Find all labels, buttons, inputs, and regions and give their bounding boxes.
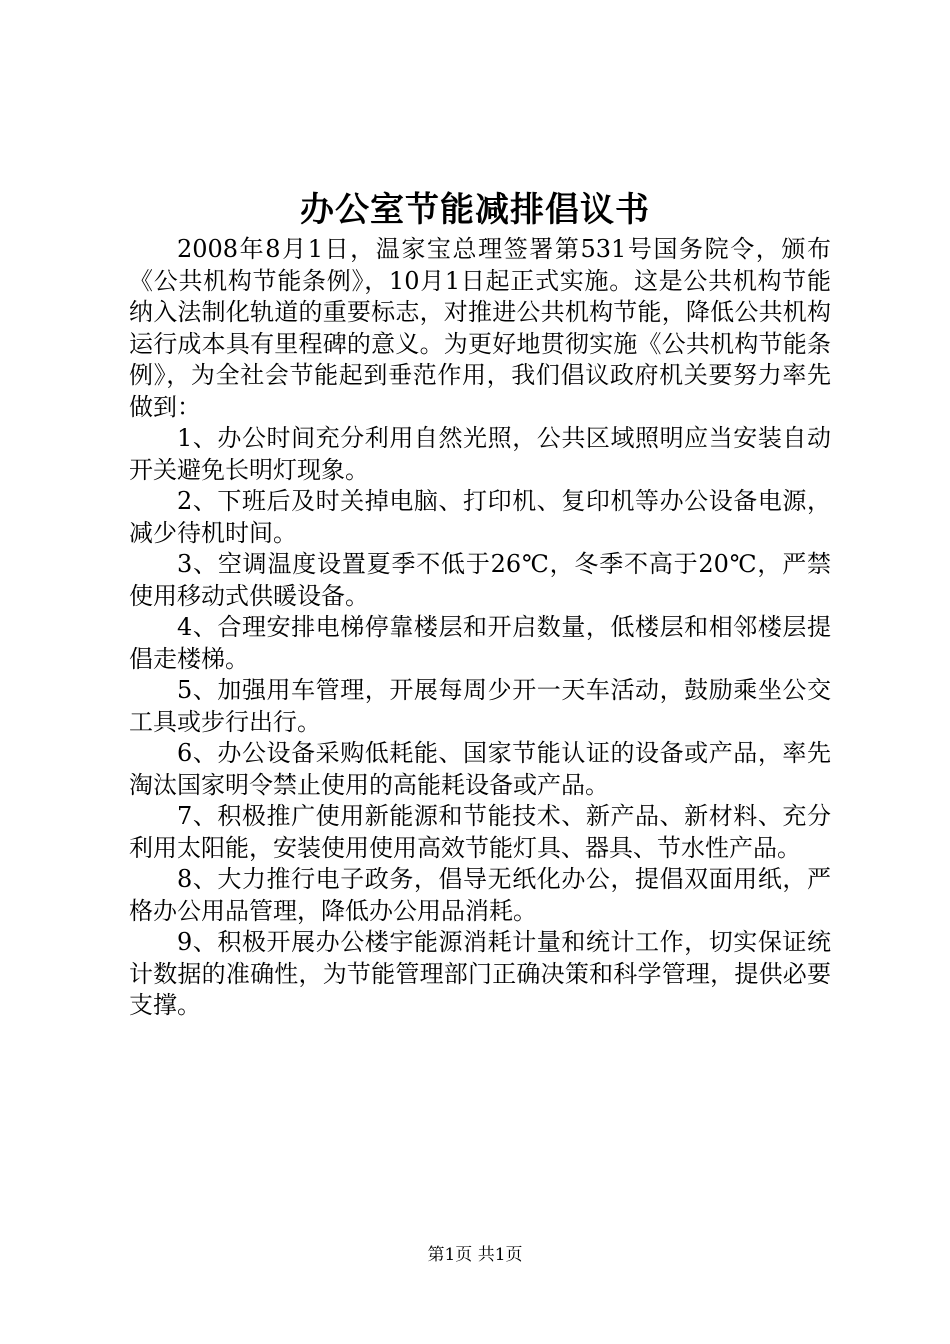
proposal-item-7: 7、积极推广使用新能源和节能技术、新产品、新材料、充分利用太阳能，安装使用使用高效节能灯具、器具、节水性产品。	[129, 802, 831, 862]
intro-paragraph: 2008年8月1日，温家宝总理签署第531号国务院令，颁布《公共机构节能条例》，10月1日起正式实施。这是公共机构节能纳入法制化轨道的重要标志，对推进公共机构节能，降低公共机构运行成本具有里程碑的意义。为更好地贯彻实施《公共机构节能条例》，为全社会节能起到垂范作用，我们倡议政府机关要努力率先做到：	[129, 235, 831, 421]
proposal-item-4: 4、合理安排电梯停靠楼层和开启数量，低楼层和相邻楼层提倡走楼梯。	[129, 613, 831, 673]
proposal-item-3: 3、空调温度设置夏季不低于26℃，冬季不高于20℃，严禁使用移动式供暖设备。	[129, 550, 831, 610]
proposal-item-6: 6、办公设备采购低耗能、国家节能认证的设备或产品，率先淘汰国家明令禁止使用的高能耗设备或产品。	[129, 739, 831, 799]
document-body	[129, 234, 831, 1022]
proposal-item-1: 1、办公时间充分利用自然光照，公共区域照明应当安装自动开关避免长明灯现象。	[129, 424, 831, 484]
proposal-item-8: 8、大力推行电子政务，倡导无纸化办公，提倡双面用纸，严格办公用品管理，降低办公用品消耗。	[129, 865, 831, 925]
document-title: 办公室节能减排倡议书	[300, 190, 650, 230]
proposal-item-5: 5、加强用车管理，开展每周少开一天车活动，鼓励乘坐公交工具或步行出行。	[129, 676, 831, 736]
page-footer: 第1页 共1页	[427, 1245, 523, 1265]
proposal-item-9: 9、积极开展办公楼宇能源消耗计量和统计工作，切实保证统计数据的准确性，为节能管理部门正确决策和科学管理，提供必要支撑。	[129, 928, 831, 1019]
proposal-item-2: 2、下班后及时关掉电脑、打印机、复印机等办公设备电源，减少待机时间。	[129, 487, 831, 547]
